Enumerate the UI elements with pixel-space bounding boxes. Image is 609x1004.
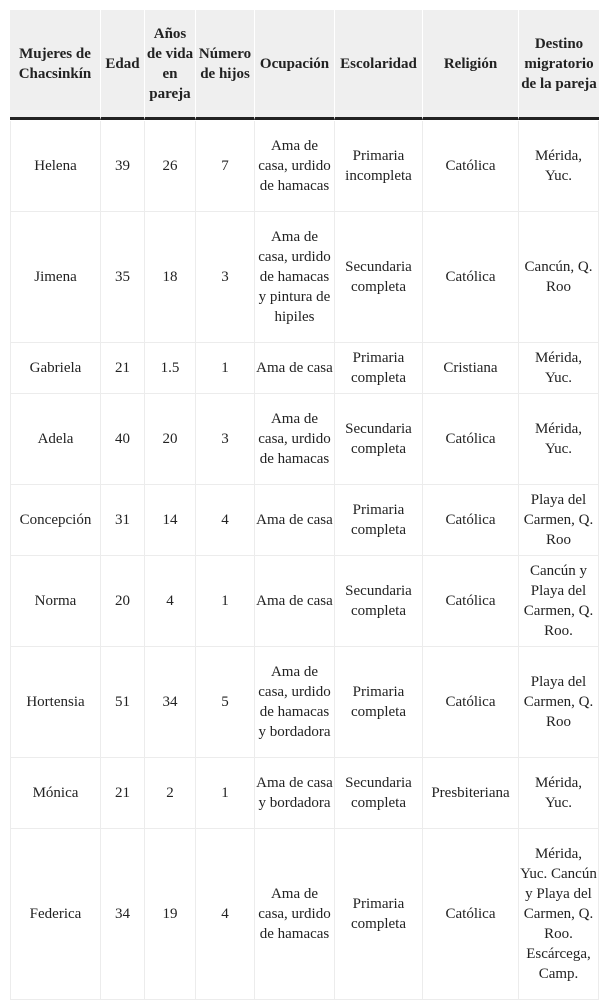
table-cell: Mérida, Yuc.: [519, 758, 599, 829]
table-cell: Católica: [423, 212, 519, 343]
table-cell: Primaria completa: [335, 829, 423, 1000]
table-cell: 20: [145, 394, 196, 485]
table-cell: 31: [101, 485, 145, 556]
table-cell: 20: [101, 556, 145, 647]
table-cell: Mérida, Yuc.: [519, 121, 599, 212]
table-cell: Primaria completa: [335, 343, 423, 394]
table-row: [10, 212, 599, 343]
table-cell: Católica: [423, 394, 519, 485]
table-cell: Ama de casa y bordadora: [255, 758, 335, 829]
table-cell: Cancún, Q. Roo: [519, 212, 599, 343]
table-cell: Cristiana: [423, 343, 519, 394]
table-cell: Primaria incompleta: [335, 121, 423, 212]
migration-women-table: [10, 10, 599, 1000]
header-cell: Ocupación: [255, 10, 335, 120]
table-cell: Mérida, Yuc. Cancún y Playa del Carmen, Q. Roo. Escárcega, Camp.: [519, 829, 599, 1000]
table-row: [10, 394, 599, 485]
table-cell: Ama de casa, urdido de hamacas y bordadora: [255, 647, 335, 758]
table-row: [10, 647, 599, 758]
header-cell: Mujeres de Chacsinkín: [10, 10, 101, 120]
table-cell: Ama de casa, urdido de hamacas: [255, 829, 335, 1000]
table-cell: Secundaria completa: [335, 212, 423, 343]
table-body: [10, 120, 599, 1000]
table-cell: Norma: [10, 556, 101, 647]
table-cell: Playa del Carmen, Q. Roo: [519, 647, 599, 758]
table-cell: 34: [145, 647, 196, 758]
table-cell: 4: [196, 485, 255, 556]
table-cell: Secundaria completa: [335, 556, 423, 647]
table-cell: 21: [101, 343, 145, 394]
table-row: [10, 556, 599, 647]
table-cell: 1: [196, 758, 255, 829]
table-cell: Presbiteriana: [423, 758, 519, 829]
table-cell: 5: [196, 647, 255, 758]
header-cell: Religión: [423, 10, 519, 120]
table-cell: Ama de casa, urdido de hamacas y pintura de hipiles: [255, 212, 335, 343]
table-cell: 39: [101, 121, 145, 212]
table-cell: 1: [196, 343, 255, 394]
table-row: [10, 343, 599, 394]
table-cell: 3: [196, 394, 255, 485]
table-cell: 1: [196, 556, 255, 647]
table-cell: Católica: [423, 829, 519, 1000]
table-cell: 4: [196, 829, 255, 1000]
table-cell: 35: [101, 212, 145, 343]
table-cell: Primaria completa: [335, 647, 423, 758]
table-cell: Mérida, Yuc.: [519, 343, 599, 394]
header-row: [10, 10, 599, 120]
header-cell: Años de vida en pareja: [145, 10, 196, 120]
table-cell: Gabriela: [10, 343, 101, 394]
table-cell: 51: [101, 647, 145, 758]
table-cell: Ama de casa: [255, 485, 335, 556]
header-cell: Escolaridad: [335, 10, 423, 120]
table-row: [10, 829, 599, 1000]
table-cell: 4: [145, 556, 196, 647]
table-cell: 7: [196, 121, 255, 212]
table-cell: 34: [101, 829, 145, 1000]
table-row: [10, 485, 599, 556]
table-cell: Hortensia: [10, 647, 101, 758]
table-cell: Cancún y Playa del Carmen, Q. Roo.: [519, 556, 599, 647]
table-cell: Ama de casa, urdido de hamacas: [255, 394, 335, 485]
table-cell: Ama de casa, urdido de hamacas: [255, 121, 335, 212]
table-cell: Playa del Carmen, Q. Roo: [519, 485, 599, 556]
table-cell: 18: [145, 212, 196, 343]
table-cell: 2: [145, 758, 196, 829]
header-cell: Destino migratorio de la pareja: [519, 10, 599, 120]
header-cell: Edad: [101, 10, 145, 120]
table-cell: Mónica: [10, 758, 101, 829]
table-cell: 1.5: [145, 343, 196, 394]
table-cell: Secundaria completa: [335, 758, 423, 829]
table-cell: 26: [145, 121, 196, 212]
table-cell: 40: [101, 394, 145, 485]
table-row: [10, 121, 599, 212]
table-cell: Concepción: [10, 485, 101, 556]
header-cell: Número de hijos: [196, 10, 255, 120]
table-cell: Jimena: [10, 212, 101, 343]
table-cell: 3: [196, 212, 255, 343]
table-cell: Católica: [423, 121, 519, 212]
table-cell: Adela: [10, 394, 101, 485]
table-cell: Helena: [10, 121, 101, 212]
table-cell: Ama de casa: [255, 343, 335, 394]
table-cell: 19: [145, 829, 196, 1000]
table-cell: 21: [101, 758, 145, 829]
table-cell: Católica: [423, 647, 519, 758]
table-cell: Ama de casa: [255, 556, 335, 647]
table-container: [10, 10, 599, 1000]
table-cell: Primaria completa: [335, 485, 423, 556]
table-cell: Católica: [423, 485, 519, 556]
table-cell: Federica: [10, 829, 101, 1000]
table-cell: Católica: [423, 556, 519, 647]
table-row: [10, 758, 599, 829]
table-cell: Secundaria completa: [335, 394, 423, 485]
table-cell: Mérida, Yuc.: [519, 394, 599, 485]
table-cell: 14: [145, 485, 196, 556]
